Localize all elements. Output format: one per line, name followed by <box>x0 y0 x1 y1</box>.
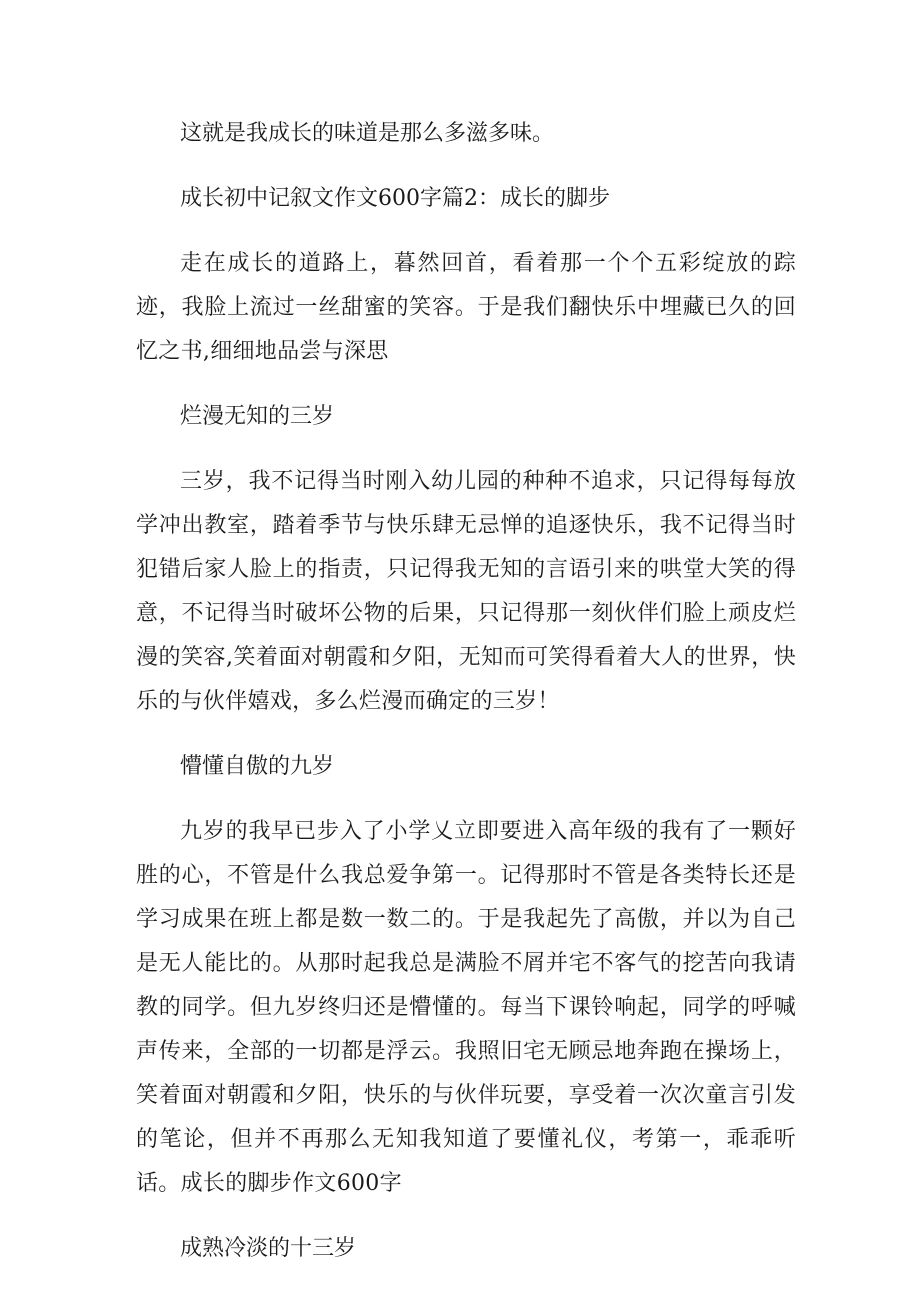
paragraph-age-nine: 九岁的我早已步入了小学乂立即要进入高年级的我有了一颗好胜的心，不管是什么我总爱争第一。记得那时不管是各类特长还是学习成果在班上都是数一数二的。于是我起先了高傲，并以为自己是无人能比的。从那时起我总是满脸不屑并宅不客气的挖苦向我请教的同学。但九岁终归还是懵懂的。每当下课铃响起，同学的呼喊声传来，全部的一切都是浮云。我照旧宅无顾忌地奔跑在操场上，笑着面对朝霞和夕阳，快乐的与伙伴玩要，享受着一次次童言引发的笔论，但并不再那么无知我知道了要懂礼仪，考第一，乖乖听话。成长的脚步作文600字 <box>136 819 796 1196</box>
document-body <box>136 112 796 1271</box>
section-heading-age-three: 烂漫无知的三岁 <box>180 404 335 429</box>
essay-title: 成长初中记叙文作文600字篇2：成长的脚步 <box>180 186 610 211</box>
paragraph-age-three: 三岁，我不记得当时刚入幼儿园的种种不追求，只记得每每放学冲出教室，踏着季节与快乐肆无忌惮的追逐快乐，我不记得当时犯错后家人脸上的指责，只记得我无知的言语引来的哄堂大笑的得意，不记得当时破坏公物的后果，只记得那一刻伙伴们脸上顽皮烂漫的笑容,笑着面对朝霞和夕阳，无知而可笑得看着大人的世界，快乐的与伙伴嬉戏，多么烂漫而确定的三岁！ <box>136 469 796 714</box>
paragraph-closing-line: 这就是我成长的味道是那么多滋多味。 <box>180 121 555 146</box>
section-heading-age-nine: 懵懂自傲的九岁 <box>180 754 335 779</box>
section-heading-age-thirteen: 成熟冷淡的十三岁 <box>180 1236 357 1261</box>
paragraph-intro: 走在成长的道路上，暮然回首，看着那一个个五彩绽放的踪迹，我脸上流过一丝甜蜜的笑容。于是我们翻快乐中埋藏已久的回忆之书,细细地品尝与深思 <box>136 251 796 364</box>
